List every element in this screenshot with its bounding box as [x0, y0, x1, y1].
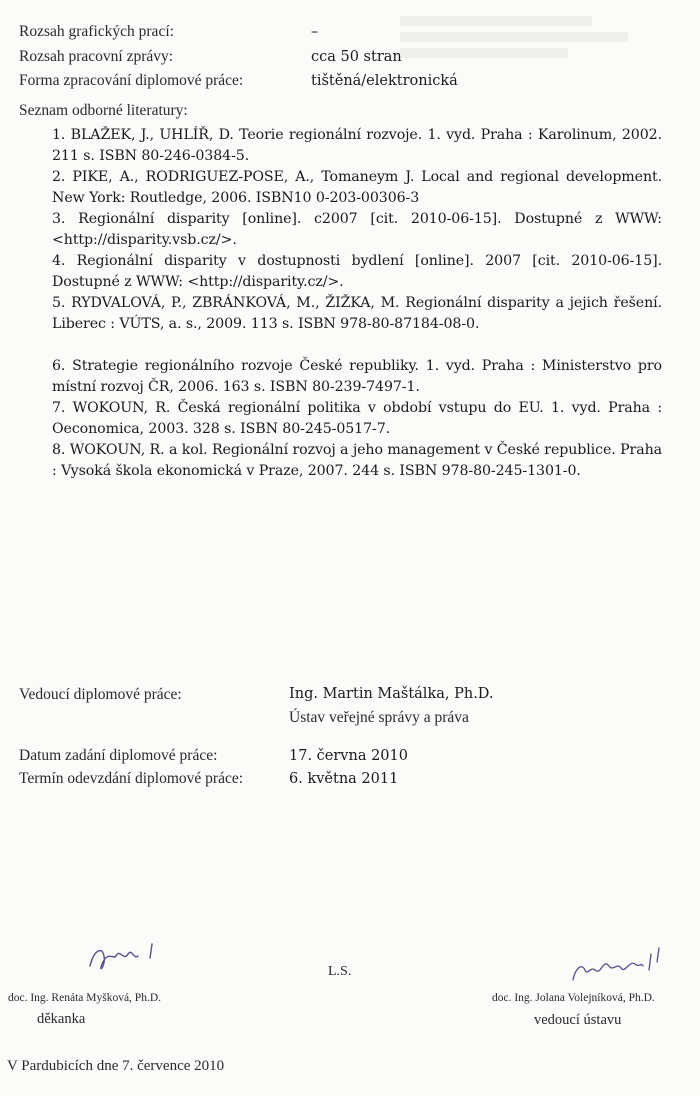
- report-scope-value: cca 50 stran: [311, 49, 402, 65]
- submission-date-label: Termín odevzdání diplomové práce:: [19, 770, 244, 787]
- assignment-date-label: Datum zadání diplomové práce:: [19, 747, 218, 764]
- dean-name: doc. Ing. Renáta Myšková, Ph.D.: [8, 992, 161, 1004]
- supervisor-name: Ing. Martin Maštálka, Ph.D.: [289, 686, 494, 702]
- literature-item-4: 4. Regionální disparity v dostupnosti bydlení [online]. 2007 [cit. 2010-06-15]. Dostupné z WWW: <http://disparity.cz/>.: [52, 253, 662, 290]
- report-scope-label: Rozsah pracovní zprávy:: [19, 48, 174, 65]
- dean-signature: [80, 936, 170, 978]
- submission-date-value: 6. května 2011: [289, 771, 399, 787]
- literature-item-2: 2. PIKE, A., RODRIGUEZ-POSE, A., Tomaneym J. Local and regional development. New York: Routledge, 2006. ISBN10 0-203-00306-3: [52, 169, 662, 206]
- show-through-text: [400, 10, 640, 80]
- head-role: vedoucí ústavu: [534, 1012, 622, 1028]
- graphics-scope-value: –: [311, 24, 319, 40]
- literature-item-8: 8. WOKOUN, R. a kol. Regionální rozvoj a jeho management v České republice. Praha : Vysoká škola ekonomická v Praze, 2007. 244 s. ISBN 978-80-245-1301-0.: [52, 442, 662, 479]
- supervisor-unit: Ústav veřejné správy a práva: [289, 709, 469, 726]
- head-signature: [565, 940, 675, 988]
- literature-item-1: 1. BLAŽEK, J., UHLÍŘ, D. Teorie regionální rozvoje. 1. vyd. Praha : Karolinum, 2002. 211 s. ISBN 80-246-0384-5.: [52, 127, 662, 164]
- literature-heading: Seznam odborné literatury:: [19, 102, 188, 119]
- dean-role: děkanka: [37, 1011, 86, 1027]
- literature-item-3: 3. Regionální disparity [online]. c2007 [cit. 2010-06-15]. Dostupné z WWW: <http://disparity.vsb.cz/>.: [52, 211, 662, 248]
- graphics-scope-label: Rozsah grafických prací:: [19, 23, 174, 40]
- seal-ls: L.S.: [328, 964, 352, 979]
- thesis-form-label: Forma zpracování diplomové práce:: [19, 72, 244, 89]
- head-name: doc. Ing. Jolana Volejníková, Ph.D.: [492, 992, 655, 1004]
- thesis-form-value: tištěná/elektronická: [311, 73, 458, 89]
- literature-item-6: 6. Strategie regionálního rozvoje České republiky. 1. vyd. Praha : Ministerstvo pro místní rozvoj ČR, 2006. 163 s. ISBN 80-239-7497-1.: [52, 358, 662, 395]
- assignment-date-value: 17. června 2010: [289, 748, 408, 764]
- place-and-date: V Pardubicích dne 7. července 2010: [7, 1058, 225, 1074]
- literature-item-7: 7. WOKOUN, R. Česká regionální politika v období vstupu do EU. 1. vyd. Praha : Oeconomica, 2003. 328 s. ISBN 80-245-0517-7.: [52, 400, 662, 437]
- literature-item-5: 5. RYDVALOVÁ, P., ZBRÁNKOVÁ, M., ŽIŽKA, M. Regionální disparity a jejich řešení. Liberec : VÚTS, a. s., 2009. 113 s. ISBN 978-80-87184-08-0.: [52, 295, 662, 332]
- supervisor-label: Vedoucí diplomové práce:: [19, 686, 182, 703]
